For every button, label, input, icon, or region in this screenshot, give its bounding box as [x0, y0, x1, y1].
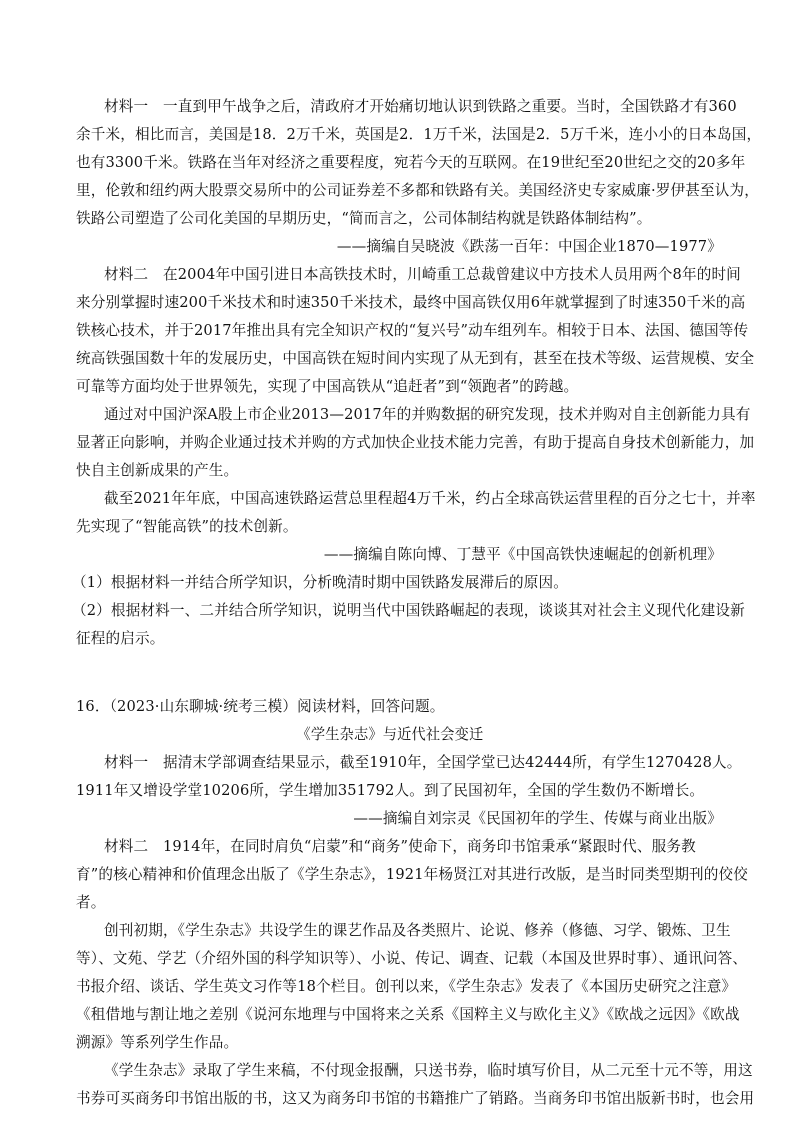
text-line: 铁核心技术，并于2017年推出具有完全知识产权的“复兴号”动车组列车。相较于日本、法国、德国等传: [76, 322, 749, 339]
text-line: 铁路公司塑造了公司化美国的早期历史，“简而言之，公司体制结构就是铁路体制结构”。: [76, 210, 652, 227]
text-line: 《租借地与割让地之差别《说河东地理与中国将来之关系《国粹主义与欧化主义》《欧战之远因》《欧战: [76, 1006, 740, 1023]
text-line: 里，伦敦和纽约两大股票交易所中的公司证券差不多都和铁路有关。美国经济史专家威廉·罗伊甚至认为，: [76, 182, 760, 199]
text-line: 也有3300千米。铁路在当年对经济之重要程度，宛若今天的互联网。在19世纪至20世纪之交的20多年: [76, 154, 746, 171]
text-line: 溯源》等系列学生作品。: [76, 1034, 239, 1051]
text-line: 1911年又增设学堂10206所，学生增加351792人。到了民国初年，全国的学生数仍不断增长。: [76, 782, 705, 799]
text-line: 截至2021年年底，中国高速铁路运营总里程超4万千米，约占全球高铁运营里程的百分之七十，并率: [104, 490, 756, 507]
text-line: 育”的核心精神和价值理念出版了《学生杂志》，1921年杨贤江对其进行改版，是当时同类型期刊的佼佼: [76, 866, 749, 883]
passage-title: 《学生杂志》与近代社会变迁: [296, 726, 484, 743]
text-line: 材料二 在2004年中国引进日本高铁技术时，川崎重工总裁曾建议中方技术人员用两个8年的时间: [104, 266, 741, 283]
text-line: 创刊初期，《学生杂志》共设学生的课艺作品及各类照片、论说、修养（修德、习学、锻炼、卫生: [104, 922, 731, 939]
source-citation: ——摘编自刘宗灵《民国初年的学生、传媒与商业出版》: [353, 810, 722, 827]
text-line: 通过对中国沪深A股上市企业2013—2017年的并购数据的研究发现，技术并购对自主创新能力具有: [104, 406, 751, 423]
source-citation: ——摘编自陈向博、丁慧平《中国高铁快速崛起的创新机理》: [323, 546, 722, 563]
question-2: （2）根据材料一、二并结合所学知识，说明当代中国铁路崛起的表现，谈谈其对社会主义现代化建设新: [72, 602, 745, 619]
text-line: 显著正向影响，并购企业通过技术并购的方式加快企业技术能力完善，有助于提高自身技术创新能力，加: [76, 434, 755, 451]
text-line: 材料二 1914年，在同时肩负“启蒙”和“商务”使命下，商务印书馆秉承“紧跟时代、服务教: [104, 838, 696, 855]
text-line: 快自主创新成果的产生。: [76, 462, 239, 479]
text-line: 统高铁强国数十年的发展历史，中国高铁在短时间内实现了从无到有，甚至在技术等级、运营规模、安全: [76, 350, 755, 367]
text-line: 书报介绍、谈话、学生英文习作等18个栏目。创刊以来，《学生杂志》发表了《本国历史研究之注意》: [76, 978, 737, 995]
text-line: 来分别掌握时速200千米技术和时速350千米技术，最终中国高铁仅用6年就掌握到了时速350千米的高: [76, 294, 746, 311]
source-citation: ——摘编自吴晓波《跌荡一百年：中国企业1870—1977》: [336, 238, 722, 255]
question-1: （1）根据材料一并结合所学知识，分析晚清时期中国铁路发展滞后的原因。: [72, 574, 568, 591]
text-line: 等）、文苑、学艺（介绍外国的科学知识等）、小说、传记、调查、记载（本国及世界时事）、通讯问答、: [76, 950, 748, 967]
text-line: 者。: [76, 894, 106, 911]
text-line: 征程的启示。: [76, 630, 165, 647]
text-line: 材料一 据清末学部调查结果显示，截至1910年，全国学堂已达42444所，有学生1270428人。: [104, 754, 742, 771]
text-line: 材料一 一直到甲午战争之后，清政府才开始痛切地认识到铁路之重要。当时，全国铁路才有360: [104, 98, 737, 115]
text-line: 余千米，相比而言，美国是18．2万千米，英国是2．1万千米，法国是2．5万千米，连小小的日本岛国，: [76, 126, 762, 143]
question-header: 16．（2023·山东聊城·统考三模）阅读材料，回答问题。: [76, 698, 445, 715]
text-line: 《学生杂志》录取了学生来稿，不付现金报酬，只送书券，临时填写价目，从二元至十元不等，用这: [104, 1062, 753, 1079]
text-line: 可靠等方面均处于世界领先，实现了中国高铁从“追赶者”到“领跑者”的跨越。: [76, 378, 579, 395]
text-line: 书券可买商务印书馆出版的书，这又为商务印书馆的书籍推广了销路。当商务印书馆出版新书时，也会用: [76, 1090, 755, 1107]
text-line: 先实现了“智能高铁”的技术创新。: [76, 518, 298, 535]
